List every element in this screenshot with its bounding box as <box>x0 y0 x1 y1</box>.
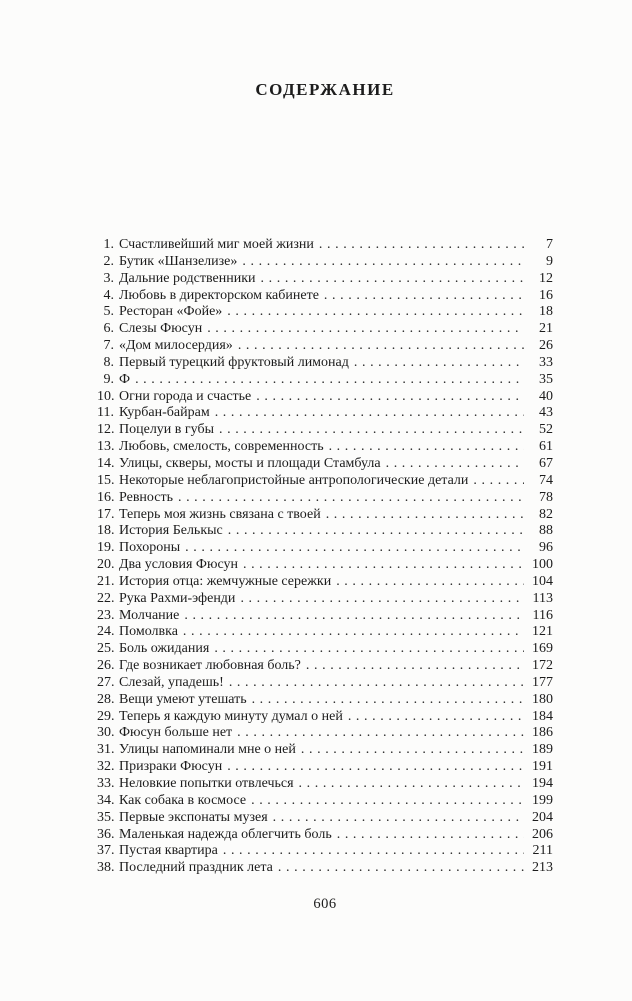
toc-entry <box>97 405 553 422</box>
toc-leader-dots <box>178 490 524 507</box>
toc-entry-number: 14. <box>97 455 115 471</box>
toc-entry <box>97 574 553 591</box>
toc-leader-dots <box>324 288 524 305</box>
toc-entry-page: 213 <box>532 860 553 876</box>
toc-leader-dots <box>184 608 524 625</box>
toc-entry-title: Любовь, смелость, современность <box>119 439 324 455</box>
toc-entry <box>97 776 553 793</box>
toc-list <box>97 237 553 877</box>
toc-entry-page: 12 <box>539 270 553 286</box>
toc-entry <box>97 439 553 456</box>
toc-entry-page: 18 <box>539 304 553 320</box>
toc-leader-dots <box>219 422 524 439</box>
toc-entry-number: 36. <box>97 826 115 842</box>
toc-entry-page: 191 <box>532 759 553 775</box>
toc-entry-number: 2. <box>103 253 114 269</box>
toc-entry <box>97 608 553 625</box>
toc-leader-dots <box>183 624 524 641</box>
toc-leader-dots <box>240 591 524 608</box>
toc-entry <box>97 237 553 254</box>
toc-entry-number: 29. <box>97 708 115 724</box>
toc-leader-dots <box>227 304 524 321</box>
toc-entry <box>97 725 553 742</box>
toc-entry-number: 24. <box>97 624 115 640</box>
toc-entry-page: 96 <box>539 540 553 556</box>
toc-entry-number: 38. <box>97 860 115 876</box>
toc-entry-number: 6. <box>103 321 114 337</box>
toc-entry-title: Некоторые неблагопристойные антропологические детали <box>119 472 469 488</box>
toc-entry-number: 30. <box>97 725 115 741</box>
toc-entry-title: Похороны <box>119 540 181 556</box>
toc-entry-title: Фюсун больше нет <box>119 725 233 741</box>
toc-entry <box>97 641 553 658</box>
toc-entry-title: Бутик «Шанзелизе» <box>119 253 238 269</box>
toc-leader-dots <box>348 709 524 726</box>
toc-entry-title: Слезы Фюсун <box>119 321 203 337</box>
toc-entry-title: Как собака в космосе <box>119 792 247 808</box>
toc-entry <box>97 288 553 305</box>
toc-entry-number: 16. <box>97 489 115 505</box>
toc-leader-dots <box>251 793 524 810</box>
toc-leader-dots <box>329 439 524 456</box>
toc-entry-page: 88 <box>539 523 553 539</box>
toc-entry <box>97 254 553 271</box>
toc-entry-number: 1. <box>103 237 114 252</box>
toc-leader-dots <box>354 355 524 372</box>
toc-leader-dots <box>215 405 524 422</box>
toc-entry-page: 121 <box>532 624 553 640</box>
toc-leader-dots <box>238 338 524 355</box>
toc-entry-number: 34. <box>97 792 115 808</box>
toc-entry <box>97 422 553 439</box>
toc-entry-page: 67 <box>539 455 553 471</box>
toc-leader-dots <box>261 271 524 288</box>
toc-entry-title: Поцелуи в губы <box>119 422 214 438</box>
toc-entry-page: 172 <box>532 658 553 674</box>
toc-entry-number: 18. <box>97 523 115 539</box>
toc-entry-page: 194 <box>532 776 553 791</box>
toc-entry-title: История Белькыс <box>119 523 223 539</box>
toc-entry <box>97 658 553 675</box>
toc-entry-title: Любовь в директорском кабинете <box>119 287 319 303</box>
toc-entry <box>97 827 553 844</box>
toc-entry-title: Пустая квартира <box>119 843 218 859</box>
toc-entry-number: 26. <box>97 658 115 674</box>
toc-entry <box>97 624 553 641</box>
toc-entry-number: 17. <box>97 506 115 522</box>
toc-entry-title: Последний праздник лета <box>119 860 273 876</box>
toc-entry-page: 26 <box>539 338 553 354</box>
toc-entry <box>97 473 553 490</box>
toc-entry-title: Ф <box>119 371 131 387</box>
toc-leader-dots <box>252 692 524 709</box>
toc-leader-dots <box>243 557 524 574</box>
toc-entry-title: Слезай, упадешь! <box>119 674 224 690</box>
toc-leader-dots <box>228 523 524 540</box>
toc-entry-title: Где возникает любовная боль? <box>119 658 301 674</box>
toc-entry <box>97 540 553 557</box>
toc-entry-page: 184 <box>532 708 553 724</box>
toc-entry-number: 8. <box>103 354 114 370</box>
toc-entry-page: 180 <box>532 691 553 707</box>
toc-entry-page: 7 <box>546 237 553 252</box>
toc-entry-page: 189 <box>532 742 553 758</box>
toc-entry-page: 21 <box>539 321 553 337</box>
toc-entry-page: 211 <box>532 843 553 859</box>
toc-entry-page: 82 <box>539 506 553 522</box>
toc-leader-dots <box>229 675 524 692</box>
toc-entry-page: 104 <box>532 573 553 589</box>
toc-entry-title: Счастливейший миг моей жизни <box>119 237 314 252</box>
toc-entry-number: 7. <box>103 338 114 354</box>
toc-entry <box>97 843 553 860</box>
toc-entry-page: 199 <box>532 792 553 808</box>
toc-entry-number: 37. <box>97 843 115 859</box>
toc-entry-page: 74 <box>539 472 553 488</box>
toc-entry <box>97 372 553 389</box>
toc-entry-title: Дальние родственники <box>119 270 256 286</box>
toc-entry <box>97 456 553 473</box>
toc-entry-title: Неловкие попытки отвлечься <box>119 776 294 791</box>
toc-entry <box>97 591 553 608</box>
toc-entry-title: Улицы, скверы, мосты и площади Стамбула <box>119 455 381 471</box>
toc-entry-number: 25. <box>97 641 115 657</box>
toc-entry-number: 35. <box>97 809 115 825</box>
toc-leader-dots <box>336 574 524 591</box>
toc-entry-page: 206 <box>532 826 553 842</box>
toc-entry-page: 40 <box>539 388 553 404</box>
toc-entry-number: 15. <box>97 472 115 488</box>
toc-leader-dots <box>326 507 524 524</box>
toc-entry-number: 32. <box>97 759 115 775</box>
toc-entry-title: Молчание <box>119 607 180 623</box>
toc-entry <box>97 742 553 759</box>
toc-leader-dots <box>319 237 524 254</box>
toc-entry-title: Теперь я каждую минуту думал о ней <box>119 708 343 724</box>
toc-entry <box>97 759 553 776</box>
toc-entry-page: 78 <box>539 489 553 505</box>
toc-entry-page: 204 <box>532 809 553 825</box>
toc-entry-page: 61 <box>539 439 553 455</box>
toc-entry-number: 11. <box>97 405 114 421</box>
toc-entry-page: 100 <box>532 557 553 573</box>
toc-entry <box>97 523 553 540</box>
toc-entry <box>97 557 553 574</box>
toc-entry-page: 169 <box>532 641 553 657</box>
toc-entry <box>97 692 553 709</box>
toc-entry-title: Первый турецкий фруктовый лимонад <box>119 354 349 370</box>
page-title: СОДЕРЖАНИЕ <box>255 80 395 99</box>
page-number: 606 <box>313 896 337 913</box>
toc-entry <box>97 271 553 288</box>
toc-entry-page: 33 <box>539 354 553 370</box>
toc-leader-dots <box>237 725 524 742</box>
toc-leader-dots <box>301 742 524 759</box>
toc-leader-dots <box>135 372 524 389</box>
toc-entry-title: Вещи умеют утешать <box>119 691 247 707</box>
toc-entry <box>97 810 553 827</box>
toc-entry <box>97 338 553 355</box>
toc-entry-number: 12. <box>97 422 115 438</box>
toc-entry <box>97 675 553 692</box>
page-content <box>97 0 553 913</box>
toc-leader-dots <box>273 810 524 827</box>
toc-entry <box>97 389 553 406</box>
toc-entry <box>97 355 553 372</box>
toc-entry-number: 9. <box>103 371 114 387</box>
toc-entry-number: 31. <box>97 742 115 758</box>
toc-entry-title: Боль ожидания <box>119 641 210 657</box>
toc-entry-title: Курбан-байрам <box>119 405 210 421</box>
toc-leader-dots <box>223 843 524 860</box>
toc-entry <box>97 490 553 507</box>
toc-entry <box>97 860 553 877</box>
toc-entry-title: Огни города и счастье <box>119 388 252 404</box>
toc-entry-title: Ревность <box>119 489 173 505</box>
toc-entry-number: 4. <box>103 287 114 303</box>
toc-entry-number: 20. <box>97 557 115 573</box>
toc-leader-dots <box>242 254 524 271</box>
toc-entry-page: 113 <box>532 590 553 606</box>
toc-entry-page: 177 <box>532 674 553 690</box>
toc-entry-page: 16 <box>539 287 553 303</box>
toc-entry-number: 28. <box>97 691 115 707</box>
toc-entry-number: 13. <box>97 439 115 455</box>
toc-leader-dots <box>207 321 524 338</box>
toc-entry-page: 9 <box>546 253 553 269</box>
toc-entry-page: 43 <box>539 405 553 421</box>
toc-entry-number: 21. <box>97 573 115 589</box>
toc-entry-title: Теперь моя жизнь связана с твоей <box>119 506 321 522</box>
toc-entry-page: 52 <box>539 422 553 438</box>
toc-entry-number: 22. <box>97 590 115 606</box>
toc-entry-title: Маленькая надежда облегчить боль <box>119 826 332 842</box>
toc-entry-title: Улицы напоминали мне о ней <box>119 742 296 758</box>
toc-entry <box>97 709 553 726</box>
toc-leader-dots <box>214 641 524 658</box>
toc-entry-title: Два условия Фюсун <box>119 557 238 573</box>
toc-entry <box>97 793 553 810</box>
toc-entry <box>97 321 553 338</box>
toc-leader-dots <box>473 473 524 490</box>
toc-leader-dots <box>227 759 524 776</box>
toc-entry-number: 10. <box>97 388 115 404</box>
toc-entry-number: 19. <box>97 540 115 556</box>
toc-entry-number: 23. <box>97 607 115 623</box>
toc-entry-number: 33. <box>97 776 115 791</box>
toc-entry-number: 3. <box>103 270 114 286</box>
toc-leader-dots <box>299 776 524 793</box>
toc-entry-page: 186 <box>532 725 553 741</box>
toc-entry <box>97 304 553 321</box>
toc-leader-dots <box>185 540 524 557</box>
toc-entry-title: История отца: жемчужные сережки <box>119 573 332 589</box>
toc-entry <box>97 507 553 524</box>
toc-entry-page: 116 <box>532 607 553 623</box>
toc-entry-page: 35 <box>539 371 553 387</box>
toc-entry-title: Призраки Фюсун <box>119 759 223 775</box>
toc-leader-dots <box>278 860 524 877</box>
toc-entry-title: Ресторан «Фойе» <box>119 304 223 320</box>
toc-entry-title: Рука Рахми-эфенди <box>119 590 236 606</box>
toc-entry-number: 27. <box>97 674 115 690</box>
toc-leader-dots <box>256 389 524 406</box>
toc-entry-title: «Дом милосердия» <box>119 338 233 354</box>
toc-entry-number: 5. <box>103 304 114 320</box>
toc-leader-dots <box>337 827 524 844</box>
toc-entry-title: Помолвка <box>119 624 178 640</box>
toc-leader-dots <box>386 456 524 473</box>
toc-leader-dots <box>306 658 524 675</box>
toc-entry-title: Первые экспонаты музея <box>119 809 268 825</box>
